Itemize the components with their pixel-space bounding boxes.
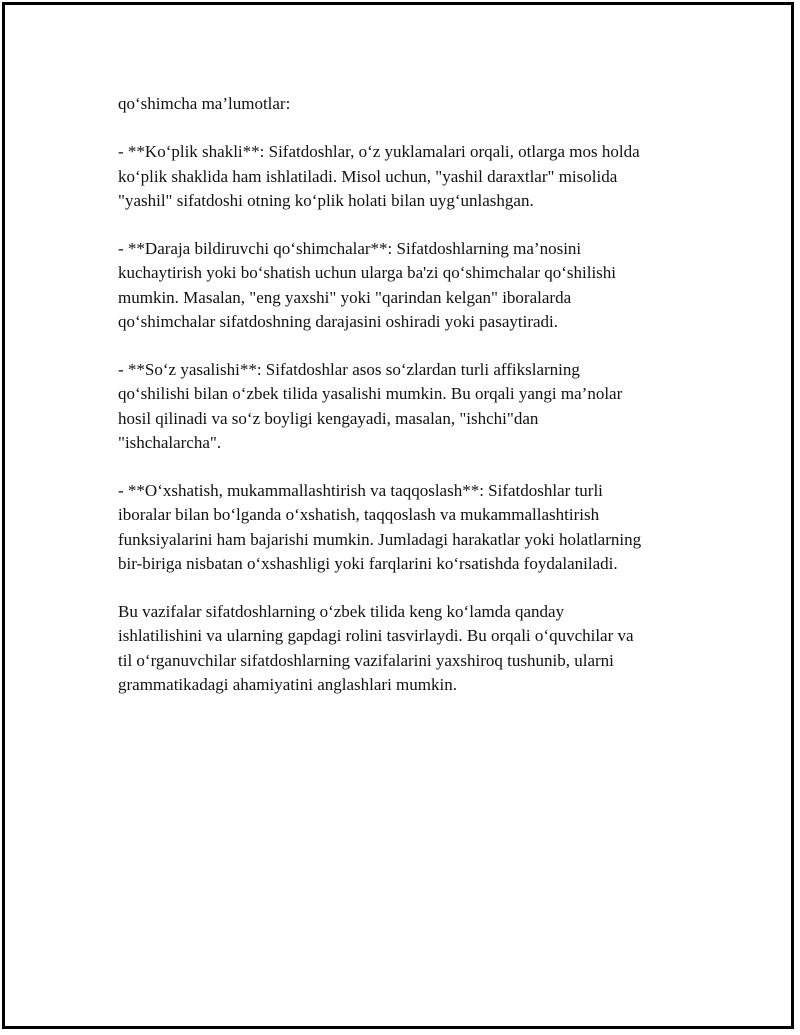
paragraph-conclusion: Bu vazifalar sifatdoshlarning o‘zbek tilida keng ko‘lamda qanday ishlatilishini va ularning gapdagi rolini tasvirlaydi. Bu orqali o‘quvchilar va til o‘rganuvchilar sifatdoshlarning vazifalarini yaxshiroq tushunib, ularni grammatikadagi ahamiyatini anglashlari mumkin. <box>118 602 634 694</box>
paragraph-word-formation: - **So‘z yasalishi**: Sifatdoshlar asos so‘zlardan turli affikslarning qo‘shilishi bilan o‘zbek tilida yasalishi mumkin. Bu orqali yangi ma’nolar hosil qilinadi va so‘z boyligi kengayadi, masalan, "ishchi"dan "ishchalarcha". <box>118 360 623 452</box>
paragraph-plural-form: - **Ko‘plik shakli**: Sifatdoshlar, o‘z yuklamalari orqali, otlarga mos holda ko‘plik shaklida ham ishlatiladi. Misol uchun, "yashil daraxtlar" misolida "yashil" sifatdoshi otning ko‘plik holati bilan uyg‘unlashgan. <box>118 142 640 210</box>
intro-line: qo‘shimcha ma’lumotlar: <box>118 94 291 113</box>
paragraph-comparison: - **O‘xshatish, mukammallashtirish va taqqoslash**: Sifatdoshlar turli iboralar bilan bo‘lganda o‘xshatish, taqqoslash va mukammallashtirish funksiyalarini ham bajarishi mumkin. Jumladagi harakatlar yoki holatlarning bir-biriga nisbatan o‘xshashligi yoki farqlarini ko‘rsatishda foydalaniladi. <box>118 481 642 573</box>
paragraph-degree-suffixes: - **Daraja bildiruvchi qo‘shimchalar**: Sifatdoshlarning ma’nosini kuchaytirish yoki bo‘shatish uchun ularga ba'zi qo‘shimchalar qo‘shilishi mumkin. Masalan, "eng yaxshi" yoki "qarindan kelgan" iboralarda qo‘shimchalar sifatdoshning darajasini oshiradi yoki pasaytiradi. <box>118 239 617 331</box>
document-body <box>118 92 688 721</box>
